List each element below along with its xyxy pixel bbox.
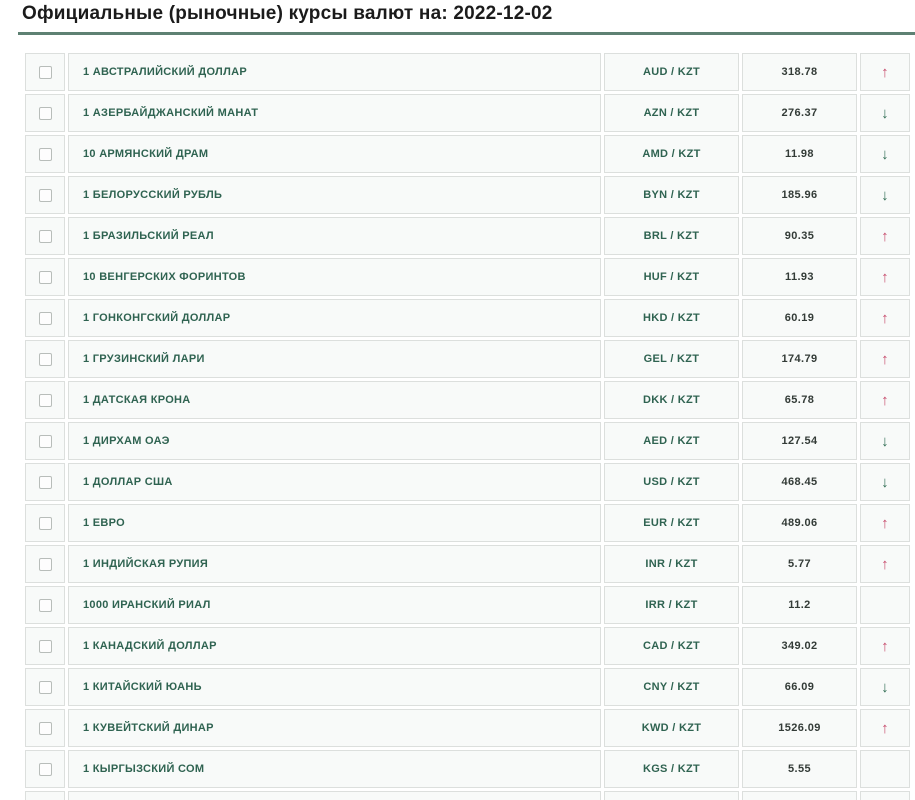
- trend-up-icon: ↑: [881, 637, 889, 655]
- trend-cell: [860, 381, 910, 419]
- trend-down-icon: ↓: [881, 678, 889, 696]
- row-checkbox[interactable]: [39, 763, 52, 776]
- row-checkbox[interactable]: [39, 312, 52, 325]
- trend-cell: [860, 750, 910, 788]
- currency-pair: AMD / KZT: [604, 135, 739, 173]
- currency-rate: 276.37: [742, 94, 857, 132]
- table-row: [25, 53, 910, 91]
- checkbox-cell: [25, 422, 65, 460]
- currency-pair: GEL / KZT: [604, 340, 739, 378]
- table-row: [25, 422, 910, 460]
- row-checkbox[interactable]: [39, 558, 52, 571]
- trend-up-icon: ↑: [881, 391, 889, 409]
- currency-pair: CNY / KZT: [604, 668, 739, 706]
- table-row: [25, 217, 910, 255]
- currency-name: 10 ВЕНГЕРСКИХ ФОРИНТОВ: [68, 258, 601, 296]
- trend-cell: [860, 586, 910, 624]
- table-row: [25, 463, 910, 501]
- row-checkbox[interactable]: [39, 353, 52, 366]
- checkbox-cell: [25, 217, 65, 255]
- currency-name: 1 ИНДИЙСКАЯ РУПИЯ: [68, 545, 601, 583]
- checkbox-cell: [25, 791, 65, 800]
- table-row: [25, 176, 910, 214]
- currency-name: 1 БРАЗИЛЬСКИЙ РЕАЛ: [68, 217, 601, 255]
- checkbox-cell: [25, 668, 65, 706]
- currency-rate: [742, 791, 857, 800]
- currency-pair: AUD / KZT: [604, 53, 739, 91]
- row-checkbox[interactable]: [39, 681, 52, 694]
- trend-cell: [860, 545, 910, 583]
- row-checkbox[interactable]: [39, 599, 52, 612]
- row-checkbox[interactable]: [39, 517, 52, 530]
- currency-name: 1 КЫРГЫЗСКИЙ СОМ: [68, 750, 601, 788]
- trend-up-icon: ↑: [881, 555, 889, 573]
- table-row: [25, 586, 910, 624]
- currency-name: 1000 ИРАНСКИЙ РИАЛ: [68, 586, 601, 624]
- trend-cell: [860, 217, 910, 255]
- checkbox-cell: [25, 258, 65, 296]
- currency-pair: BYN / KZT: [604, 176, 739, 214]
- currency-name: 10 АРМЯНСКИЙ ДРАМ: [68, 135, 601, 173]
- checkbox-cell: [25, 135, 65, 173]
- checkbox-cell: [25, 627, 65, 665]
- table-row: [25, 299, 910, 337]
- row-checkbox[interactable]: [39, 640, 52, 653]
- currency-rate: 349.02: [742, 627, 857, 665]
- trend-cell: [860, 791, 910, 800]
- table-row: [25, 545, 910, 583]
- trend-cell: [860, 299, 910, 337]
- currency-name: 1 БЕЛОРУССКИЙ РУБЛЬ: [68, 176, 601, 214]
- checkbox-cell: [25, 545, 65, 583]
- currency-rate: 1526.09: [742, 709, 857, 747]
- checkbox-cell: [25, 176, 65, 214]
- currency-pair: EUR / KZT: [604, 504, 739, 542]
- table-row: [25, 709, 910, 747]
- currency-rate: 489.06: [742, 504, 857, 542]
- trend-down-icon: ↓: [881, 145, 889, 163]
- table-row-partial: [25, 791, 910, 800]
- currency-rate: 174.79: [742, 340, 857, 378]
- currency-rate: 11.2: [742, 586, 857, 624]
- table-row: [25, 94, 910, 132]
- currency-rate: 60.19: [742, 299, 857, 337]
- currency-name: 1 КИТАЙСКИЙ ЮАНЬ: [68, 668, 601, 706]
- rates-table-body: [25, 53, 910, 800]
- row-checkbox[interactable]: [39, 189, 52, 202]
- trend-cell: [860, 94, 910, 132]
- currency-pair: INR / KZT: [604, 545, 739, 583]
- currency-name: 1 КАНАДСКИЙ ДОЛЛАР: [68, 627, 601, 665]
- currency-name: 1 АВСТРАЛИЙСКИЙ ДОЛЛАР: [68, 53, 601, 91]
- table-row: [25, 135, 910, 173]
- checkbox-cell: [25, 504, 65, 542]
- currency-rate: 5.77: [742, 545, 857, 583]
- currency-pair: AZN / KZT: [604, 94, 739, 132]
- currency-pair: AED / KZT: [604, 422, 739, 460]
- currency-name: 1 ДИРХАМ ОАЭ: [68, 422, 601, 460]
- currency-name: [68, 791, 601, 800]
- trend-down-icon: ↓: [881, 104, 889, 122]
- currency-rate: 90.35: [742, 217, 857, 255]
- currency-pair: [604, 791, 739, 800]
- table-row: [25, 750, 910, 788]
- rates-table: [22, 50, 913, 800]
- currency-rate: 468.45: [742, 463, 857, 501]
- row-checkbox[interactable]: [39, 66, 52, 79]
- currency-rate: 5.55: [742, 750, 857, 788]
- checkbox-cell: [25, 750, 65, 788]
- trend-up-icon: ↑: [881, 514, 889, 532]
- currency-rate: 11.93: [742, 258, 857, 296]
- trend-down-icon: ↓: [881, 432, 889, 450]
- currency-name: 1 АЗЕРБАЙДЖАНСКИЙ МАНАТ: [68, 94, 601, 132]
- checkbox-cell: [25, 299, 65, 337]
- row-checkbox[interactable]: [39, 148, 52, 161]
- table-row: [25, 627, 910, 665]
- trend-down-icon: ↓: [881, 473, 889, 491]
- trend-down-icon: ↓: [881, 186, 889, 204]
- currency-pair: HUF / KZT: [604, 258, 739, 296]
- table-row: [25, 258, 910, 296]
- currency-pair: BRL / KZT: [604, 217, 739, 255]
- checkbox-cell: [25, 94, 65, 132]
- checkbox-cell: [25, 340, 65, 378]
- trend-cell: [860, 627, 910, 665]
- trend-up-icon: ↑: [881, 350, 889, 368]
- currency-name: 1 ГОНКОНГСКИЙ ДОЛЛАР: [68, 299, 601, 337]
- currency-name: 1 ДОЛЛАР США: [68, 463, 601, 501]
- table-row: [25, 340, 910, 378]
- currency-rate: 318.78: [742, 53, 857, 91]
- trend-up-icon: ↑: [881, 309, 889, 327]
- currency-pair: HKD / KZT: [604, 299, 739, 337]
- checkbox-cell: [25, 709, 65, 747]
- table-row: [25, 381, 910, 419]
- currency-name: 1 КУВЕЙТСКИЙ ДИНАР: [68, 709, 601, 747]
- checkbox-cell: [25, 53, 65, 91]
- trend-up-icon: ↑: [881, 268, 889, 286]
- trend-cell: [860, 709, 910, 747]
- currency-rate: 127.54: [742, 422, 857, 460]
- row-checkbox[interactable]: [39, 394, 52, 407]
- checkbox-cell: [25, 381, 65, 419]
- currency-name: 1 ДАТСКАЯ КРОНА: [68, 381, 601, 419]
- title-divider: [18, 32, 915, 35]
- checkbox-cell: [25, 586, 65, 624]
- currency-rate: 66.09: [742, 668, 857, 706]
- trend-cell: [860, 463, 910, 501]
- trend-cell: [860, 135, 910, 173]
- row-checkbox[interactable]: [39, 107, 52, 120]
- currency-name: 1 ГРУЗИНСКИЙ ЛАРИ: [68, 340, 601, 378]
- trend-up-icon: ↑: [881, 63, 889, 81]
- currency-pair: CAD / KZT: [604, 627, 739, 665]
- row-checkbox[interactable]: [39, 271, 52, 284]
- trend-cell: [860, 53, 910, 91]
- table-row: [25, 504, 910, 542]
- currency-pair: IRR / KZT: [604, 586, 739, 624]
- trend-cell: [860, 340, 910, 378]
- currency-pair: KGS / KZT: [604, 750, 739, 788]
- currency-pair: DKK / KZT: [604, 381, 739, 419]
- page-title: Официальные (рыночные) курсы валют на: 2022-12-02: [22, 3, 553, 24]
- trend-cell: [860, 176, 910, 214]
- trend-cell: [860, 504, 910, 542]
- trend-cell: [860, 422, 910, 460]
- currency-name: 1 ЕВРО: [68, 504, 601, 542]
- row-checkbox[interactable]: [39, 722, 52, 735]
- trend-up-icon: ↑: [881, 227, 889, 245]
- trend-cell: [860, 258, 910, 296]
- currency-rate: 11.98: [742, 135, 857, 173]
- checkbox-cell: [25, 463, 65, 501]
- trend-up-icon: ↑: [881, 719, 889, 737]
- trend-cell: [860, 668, 910, 706]
- currency-pair: USD / KZT: [604, 463, 739, 501]
- row-checkbox[interactable]: [39, 230, 52, 243]
- currency-rate: 185.96: [742, 176, 857, 214]
- row-checkbox[interactable]: [39, 476, 52, 489]
- row-checkbox[interactable]: [39, 435, 52, 448]
- currency-rate: 65.78: [742, 381, 857, 419]
- table-row: [25, 668, 910, 706]
- currency-pair: KWD / KZT: [604, 709, 739, 747]
